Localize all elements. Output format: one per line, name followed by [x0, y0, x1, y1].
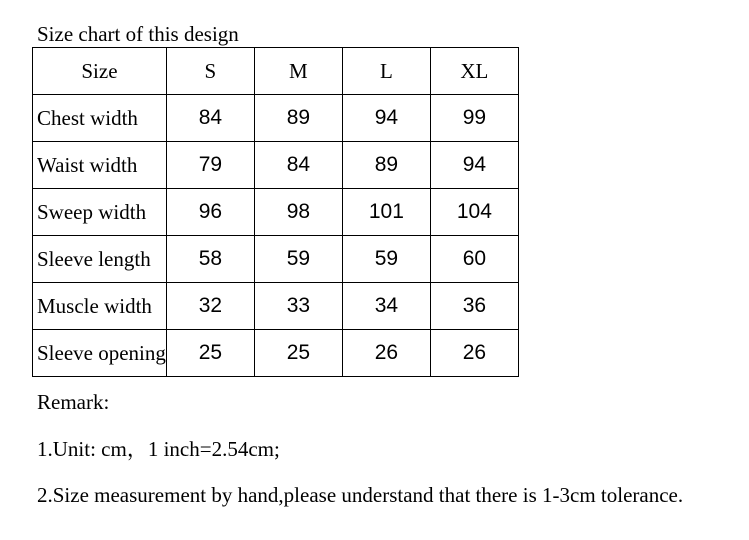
size-column-header: M	[254, 48, 342, 95]
measurement-value: 101	[342, 189, 430, 236]
measurement-value: 26	[342, 330, 430, 377]
measurement-value: 104	[430, 189, 518, 236]
measurement-value: 99	[430, 95, 518, 142]
measurement-value: 89	[254, 95, 342, 142]
table-row	[33, 189, 519, 236]
measurement-label: Sleeve length	[33, 236, 167, 283]
table-row	[33, 236, 519, 283]
measurement-value: 33	[254, 283, 342, 330]
measurement-label: Waist width	[33, 142, 167, 189]
size-column-header: XL	[430, 48, 518, 95]
measurement-value: 26	[430, 330, 518, 377]
measurement-value: 96	[166, 189, 254, 236]
measurement-value: 25	[254, 330, 342, 377]
measurement-value: 94	[430, 142, 518, 189]
measurement-value: 58	[166, 236, 254, 283]
measurement-value: 94	[342, 95, 430, 142]
measurement-value: 89	[342, 142, 430, 189]
table-row	[33, 283, 519, 330]
table-header-row	[33, 48, 519, 95]
size-column-header: S	[166, 48, 254, 95]
measurement-value: 59	[254, 236, 342, 283]
measurement-value: 79	[166, 142, 254, 189]
table-row	[33, 142, 519, 189]
measurement-value: 98	[254, 189, 342, 236]
measurement-label: Chest width	[33, 95, 167, 142]
remark-heading: Remark:	[37, 390, 110, 414]
measurement-value: 84	[166, 95, 254, 142]
chart-title: Size chart of this design	[37, 22, 239, 46]
table-row	[33, 95, 519, 142]
measurement-value: 32	[166, 283, 254, 330]
measurement-label: Sweep width	[33, 189, 167, 236]
table-row	[33, 330, 519, 377]
measurement-value: 59	[342, 236, 430, 283]
size-column-header: L	[342, 48, 430, 95]
measurement-value: 36	[430, 283, 518, 330]
measurement-value: 34	[342, 283, 430, 330]
measurement-value: 60	[430, 236, 518, 283]
measurement-label: Muscle width	[33, 283, 167, 330]
measurement-value: 84	[254, 142, 342, 189]
measurement-value: 25	[166, 330, 254, 377]
size-table	[32, 47, 519, 377]
remark-tolerance-note: 2.Size measurement by hand,please understand that there is 1-3cm tolerance.	[37, 483, 684, 507]
measurement-label: Sleeve opening	[33, 330, 167, 377]
size-header-cell: Size	[33, 48, 167, 95]
remark-unit-note: 1.Unit: cm，1 inch=2.54cm;	[37, 437, 280, 461]
